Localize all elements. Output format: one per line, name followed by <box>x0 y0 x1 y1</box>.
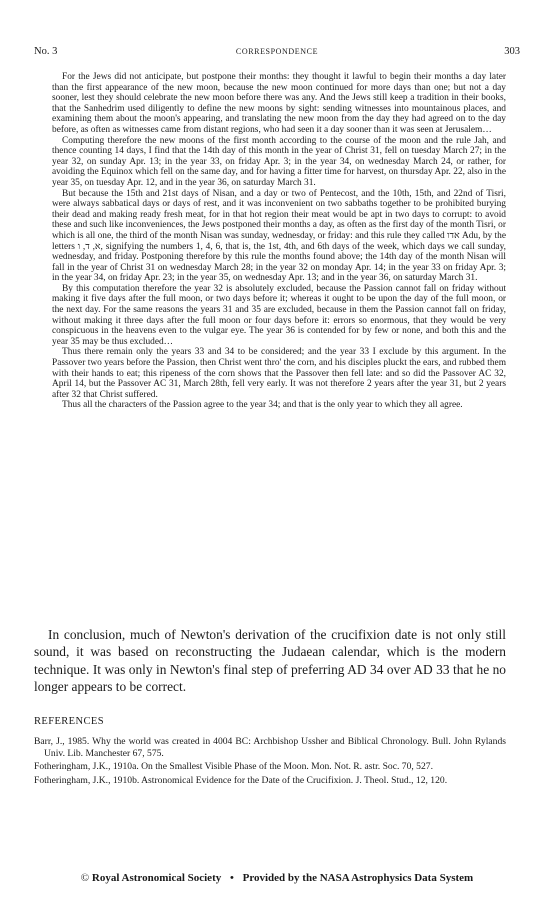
reference-item: Fotheringham, J.K., 1910a. On the Smallest Visible Phase of the Moon. Mon. Not. R. astr. Soc. 70, 527. <box>34 761 433 773</box>
page-footer <box>0 872 554 884</box>
quote-paragraph: By this computation therefore the year 32 is absolutely excluded, because the Passion cannot fall on friday without making it five days after the full moon, or two days before it; whereas it ought to be upon the day of the full moon, or the next day. For the same reasons the years 31 and 35 are excluded, because in them the Passion cannot fall on friday, without making it three days after the full moon or four days before it: errors so enormous, that they would be very conspicuous in the heavens even to the vulgar eye. The year 36 is contended for by few or none, and both this and the year 35 may be thus excluded… <box>52 283 506 347</box>
conclusion-paragraph: In conclusion, much of Newton's derivation of the crucifixion date is not only still sound, it was based on reconstructing the Judaean calendar, which is the modern technique. It was only in Newton's final step of preferring AD 34 over AD 33 that he no longer appears to be correct. <box>34 627 506 695</box>
section-title: CORRESPONDENCE <box>235 47 319 56</box>
bullet-icon: • <box>229 872 234 884</box>
reference-item: Fotheringham, J.K., 1910b. Astronomical Evidence for the Date of the Crucifixion. J. Theol. Stud., 12, 120. <box>34 774 448 786</box>
copyright-icon: © <box>80 872 90 884</box>
conclusion-section <box>34 626 506 696</box>
footer-provider: Provided by the NASA Astrophysics Data System <box>242 872 474 884</box>
quote-paragraph: Computing therefore the new moons of the first month according to the course of the moon and the rule Jah, and thence counting 14 days, I find that the 14th day of this month in the year of Christ 31, fell on tuesday March 27; in the year 32, on sunday Apr. 13; in the year 33, on friday Apr. 3; in the year 34, on wednesday March 24, or rather, for avoiding the Equinox which fell on the same day, and for having a fitter time for harvest, on thursday Apr. 22, also in the year 35, on tuesday Apr. 12, and in the year 36, on saturday March 31. <box>52 135 506 188</box>
quote-paragraph: Thus all the characters of the Passion agree to the year 34; and that is the only year to which they all agree. <box>62 400 463 411</box>
references-list <box>34 736 506 788</box>
quote-paragraph: For the Jews did not anticipate, but postpone their months: they thought it lawful to begin their months a day later than the first appearance of the new moon, because the new moon continued for more days than one; but not a day sooner, lest they should celebrate the new moon before there was any. And the Jews still keep a tradition in their books, that the Sanhedrim used diligently to define the new moons by sight: sending witnesses into mountainous places, and examining them about the moon's appearing, and translating the new moon from the day they had agreed on to the day before, as often as witnesses came from distant regions, who had seen it a day sooner than it was seen at Jerusalem… <box>52 72 506 135</box>
issue-number: No. 3 <box>34 46 58 57</box>
page-number: 303 <box>504 46 520 57</box>
newton-quotation <box>52 72 506 411</box>
footer-society: Royal Astronomical Society <box>91 872 222 884</box>
references-heading: REFERENCES <box>34 716 104 727</box>
quote-paragraph: But because the 15th and 21st days of Nisan, and a day or two of Pentecost, and the 10th, 15th, and 22nd of Tisri, were always sabbatical days or days of rest, and it was inconvenient on two sabbaths together to be prohibited burying their dead and making ready fresh meat, for in that hot region their meat would be apt in two days to corrupt: to avoid these and such like inconveniences, the Jews postponed their months a day, as often as the first day of the month Tisri, or which is all one, the third of the month Nisan was sunday, wednesday, or friday: and this rule they called אדו Adu, by the letters א, ד, ו, signifying the numbers 1, 4, 6, that is, the 1st, 4th, and 6th days of the week, which days we call sunday, wednesday, and friday. Postponing therefore by this rule the months found above; the 14th day of the month Nisan will fall in the year of Christ 31 on wednesday March 28; in the year 32 on monday Apr. 14; in the year 33 on friday Apr. 3; in the year 34, on friday Apr. 23; in the year 35, on wednesday Apr. 13; and in the year 36, on saturday March 31. <box>52 188 506 284</box>
running-header <box>34 46 520 60</box>
reference-item: Barr, J., 1985. Why the world was created in 4004 BC: Archbishop Ussher and Biblical Chronology. Bull. John Rylands Univ. Lib. Manchester 67, 575. <box>34 736 506 760</box>
quote-paragraph: Thus there remain only the years 33 and 34 to be considered; and the year 33 I exclude by this argument. In the Passover two years before the Passion, then Christ went thro' the corn, and his disciples pluckt the ears, and rubbed them with their hands to eat; this ripeness of the corn shows that the Passover then fell late: and so did the Passover AC 32, April 14, but the Passover AC 31, March 28th, fell very early. It was not therefore 2 years after the year 31, but 2 years after 32 that Christ suffered. <box>52 347 506 400</box>
